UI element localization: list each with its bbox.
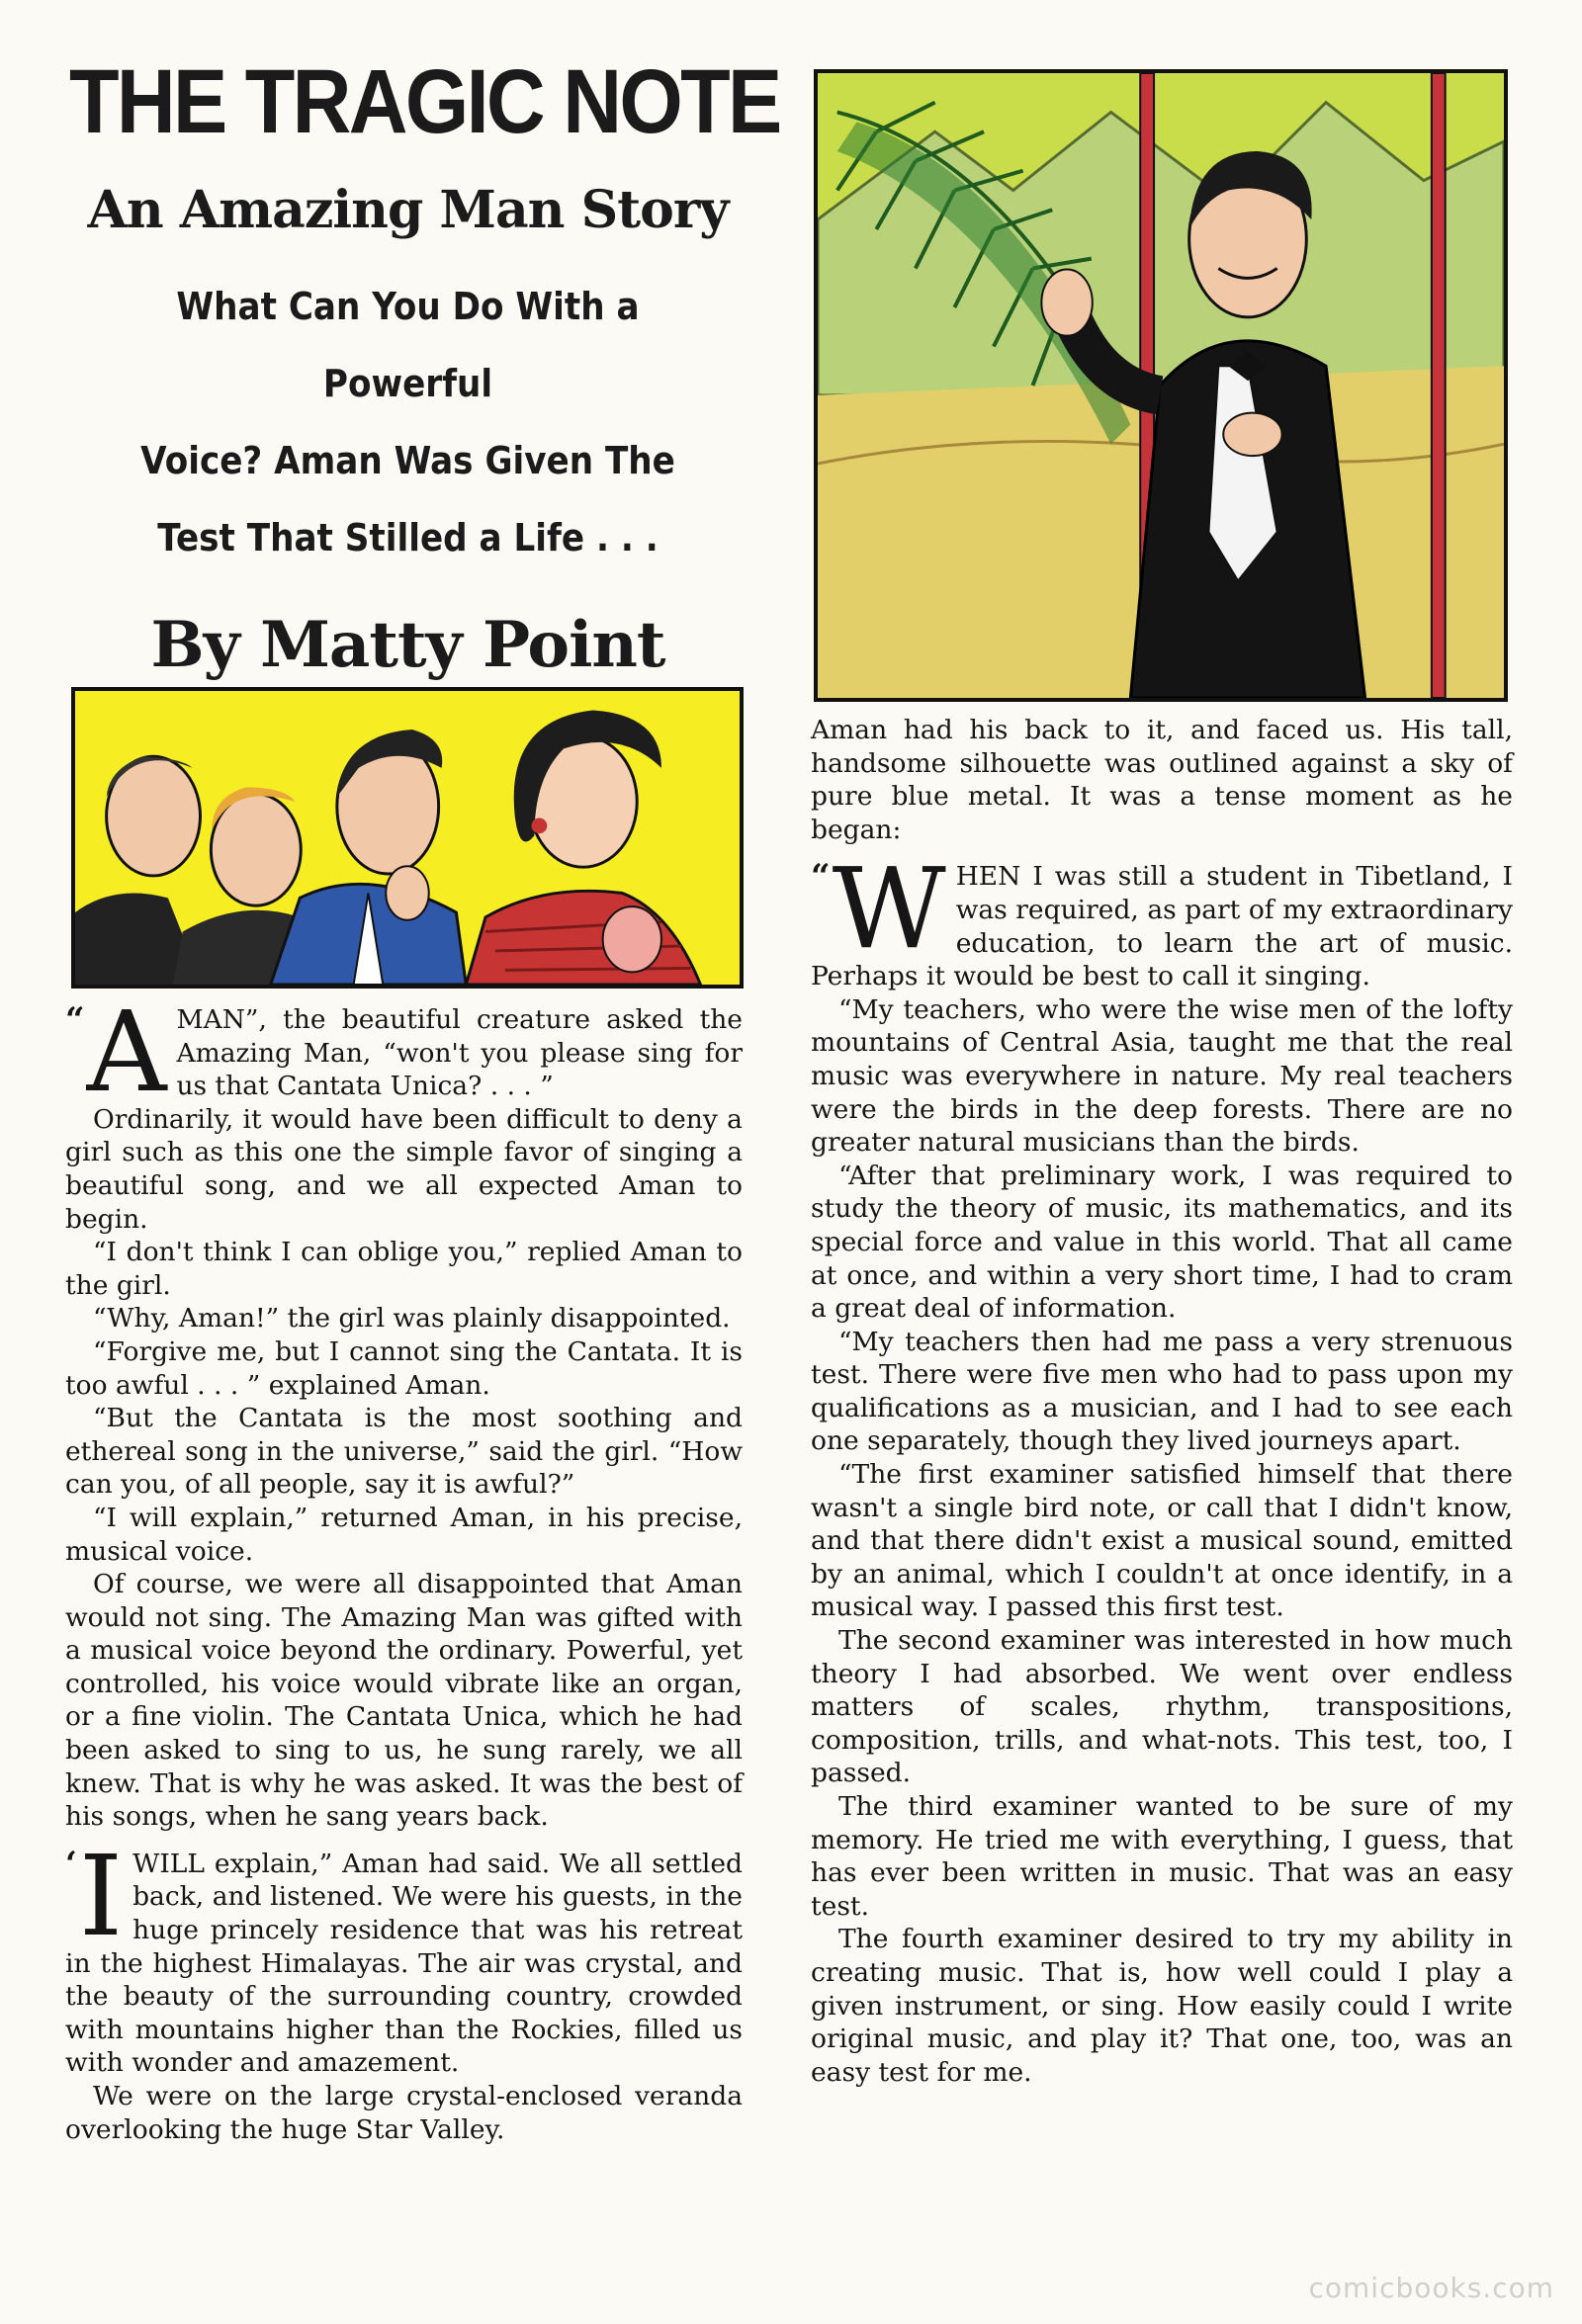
dropcap-quote: “	[811, 857, 831, 898]
teaser-line: Test That Stilled a Life . . .	[157, 515, 659, 559]
aman-singing-illustration	[814, 69, 1508, 702]
story-paragraph: Of course, we were all disappointed that Aman would not sing. The Amazing Man was gifted with a musical voice beyond the ordinary. Powerful, yet controlled, his voice would vibrate like an organ, or a fine violin. The Cantata Unica, which he had been asked to sing to us, he sung rarely, we all knew. That is why he was asked. It was the best of his songs, when he sang years back.	[65, 1569, 743, 1833]
story-paragraph	[65, 989, 743, 1117]
paragraph-text: I was still a student in Tibetland, I was required, as part of my extraordinary education, to learn the art of music. Perhaps it would be best to call it singing.	[811, 861, 1513, 992]
story-column-right	[811, 714, 1513, 2089]
lead-caps: WILL	[132, 1848, 205, 1879]
story-title: THE TRAGIC NOTE	[69, 51, 780, 152]
paragraph-text: , the beautiful creature asked the Amazing Man, “won't you please sing for us that Cantata Unica? . . . ”	[176, 1004, 743, 1102]
story-paragraph: “My teachers, who were the wise men of the lofty mountains of Central Asia, taught me that the real music was everywhere in nature. My real teachers were the birds in the deep forests. There are no greater natural musicians than the birds.	[811, 993, 1513, 1159]
lead-caps: MAN”	[176, 1004, 259, 1035]
story-paragraph: “But the Cantata is the most soothing and ethereal song in the universe,” said the girl. “How can you, of all people, say it is awful?”	[65, 1403, 743, 1501]
lead-caps: HEN	[955, 861, 1021, 893]
story-teaser	[94, 268, 722, 576]
story-paragraph: “After that preliminary work, I was required to study the theory of music, its mathematics, and its special force and value in this world. That all came at once, and within a very short time, I had to cram a great deal of information.	[811, 1160, 1513, 1325]
story-paragraph: The third examiner wanted to be sure of my memory. He tried me with everything, I guess, that has ever been written in music. That was an easy test.	[811, 1791, 1513, 1922]
story-column-left	[65, 989, 743, 2146]
site-watermark: comicbooks.com	[1308, 2272, 1554, 2304]
byline: By Matty Point	[150, 607, 665, 682]
story-paragraph: Aman had his back to it, and faced us. His tall, handsome silhouette was outlined against a sky of pure blue metal. It was a tense moment as he began:	[811, 715, 1513, 845]
story-subtitle: An Amazing Man Story	[87, 179, 729, 240]
story-paragraph: “I don't think I can oblige you,” replied Aman to the girl.	[65, 1237, 743, 1301]
dropcap-letter: A	[86, 989, 167, 1117]
story-paragraph: “My teachers then had me pass a very strenuous test. There were five men who had to pass upon my qualifications as a musician, and I had to see each one separately, though they lived journeys apart.	[811, 1326, 1513, 1457]
dropcap-quote: “	[65, 1000, 85, 1040]
teaser-line: Voice? Aman Was Given The	[140, 438, 675, 482]
dropcap-quote: ‘	[65, 1844, 77, 1884]
story-paragraph: “I will explain,” returned Aman, in his precise, musical voice.	[65, 1502, 743, 1567]
teaser-line: What Can You Do With a Powerful	[176, 284, 640, 405]
story-paragraph: “The first examiner satisfied himself that there wasn't a single bird note, or call that I didn't know, and that there didn't exist a musical sound, emitted by an animal, which I couldn't at once identify, in a musical way. I passed this first test.	[811, 1459, 1513, 1623]
story-paragraph: We were on the large crystal-enclosed veranda overlooking the huge Star Valley.	[65, 2081, 743, 2145]
story-paragraph: The second examiner was interested in how much theory I had absorbed. We went over endless matters of scales, rhythm, transpositions, composition, trills, and what-nots. This test, too, I passed.	[811, 1625, 1513, 1789]
dropcap-letter: W	[832, 845, 946, 975]
paragraph-text: explain,” Aman had said. We all settled back, and listened. We were his guests, in the huge princely residence that was his retreat in the highest Himalayas. The air was crystal, and the beauty of the surrounding country, crowded with mountains higher than the Rockies, filled us with wonder and amazement.	[65, 1848, 743, 2079]
four-listeners-illustration	[71, 687, 744, 989]
aman-drawing	[818, 73, 1504, 698]
listeners-drawing	[75, 691, 740, 985]
story-paragraph: “Forgive me, but I cannot sing the Cantata. It is too awful . . . ” explained Aman.	[65, 1335, 743, 1401]
story-paragraph	[65, 1832, 743, 2080]
dropcap-letter: I	[78, 1832, 124, 1961]
title-block	[59, 51, 780, 682]
story-paragraph: Ordinarily, it would have been difficult to deny a girl such as this one the simple favor of singing a beautiful song, and we all expected Aman to begin.	[65, 1103, 743, 1235]
story-paragraph	[811, 845, 1513, 992]
story-paragraph: The fourth examiner desired to try my ability in creating music. That is, how well could I play a given instrument, or sing. How easily could I write original music, and play it? That one, too, was an easy test for me.	[811, 1924, 1513, 2088]
story-paragraph: “Why, Aman!” the girl was plainly disappointed.	[93, 1303, 731, 1334]
